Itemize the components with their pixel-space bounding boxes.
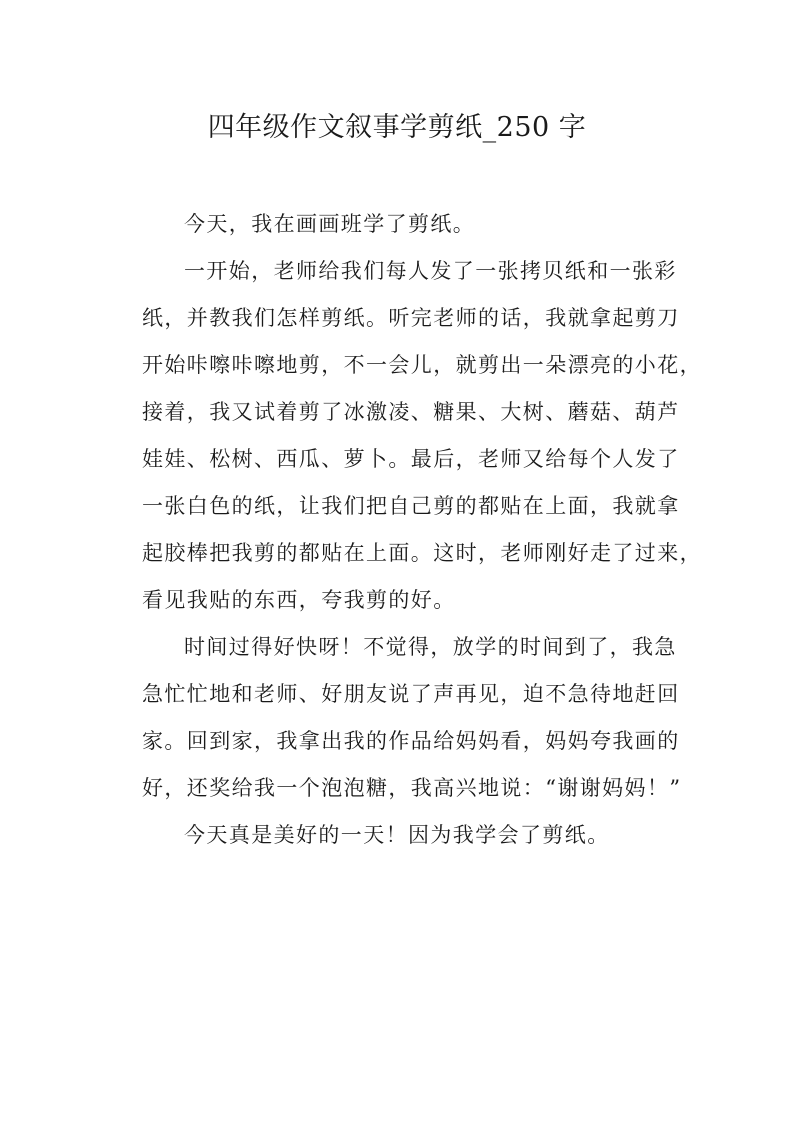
paragraph-line: 看见我贴的东西，夸我剪的好。 bbox=[142, 588, 456, 612]
paragraph-line: 今天真是美好的一天！因为我学会了剪纸。 bbox=[184, 823, 610, 847]
paragraph-line: 今天，我在画画班学了剪纸。 bbox=[184, 212, 476, 236]
paragraph-line: 起胶棒把我剪的都贴在上面。这时，老师刚好走了过来， bbox=[142, 541, 702, 565]
document-body bbox=[142, 201, 702, 859]
paragraph-line: 开始咔嚓咔嚓地剪，不一会儿，就剪出一朵漂亮的小花， bbox=[142, 353, 702, 377]
paragraph-line: 一张白色的纸，让我们把自己剪的都贴在上面，我就拿 bbox=[142, 494, 680, 518]
paragraph-line: 时间过得好快呀！不觉得，放学的时间到了，我急 bbox=[184, 635, 677, 659]
paragraph-line: 好，还奖给我一个泡泡糖，我高兴地说：“谢谢妈妈！” bbox=[142, 776, 682, 800]
paragraph-line: 家。回到家，我拿出我的作品给妈妈看，妈妈夸我画的 bbox=[142, 729, 680, 753]
paragraph-line: 娃娃、松树、西瓜、萝卜。最后，老师又给每个人发了 bbox=[142, 447, 680, 471]
paragraph-line: 纸，并教我们怎样剪纸。听完老师的话，我就拿起剪刀 bbox=[142, 306, 680, 330]
paragraph-line: 一开始，老师给我们每人发了一张拷贝纸和一张彩 bbox=[184, 259, 677, 283]
paragraph-line: 急忙忙地和老师、好朋友说了声再见，迫不急待地赶回 bbox=[142, 682, 680, 706]
document-title: 四年级作文叙事学剪纸_250 字 bbox=[207, 112, 587, 143]
paragraph-line: 接着，我又试着剪了冰激凌、糖果、大树、蘑菇、葫芦 bbox=[142, 400, 680, 424]
